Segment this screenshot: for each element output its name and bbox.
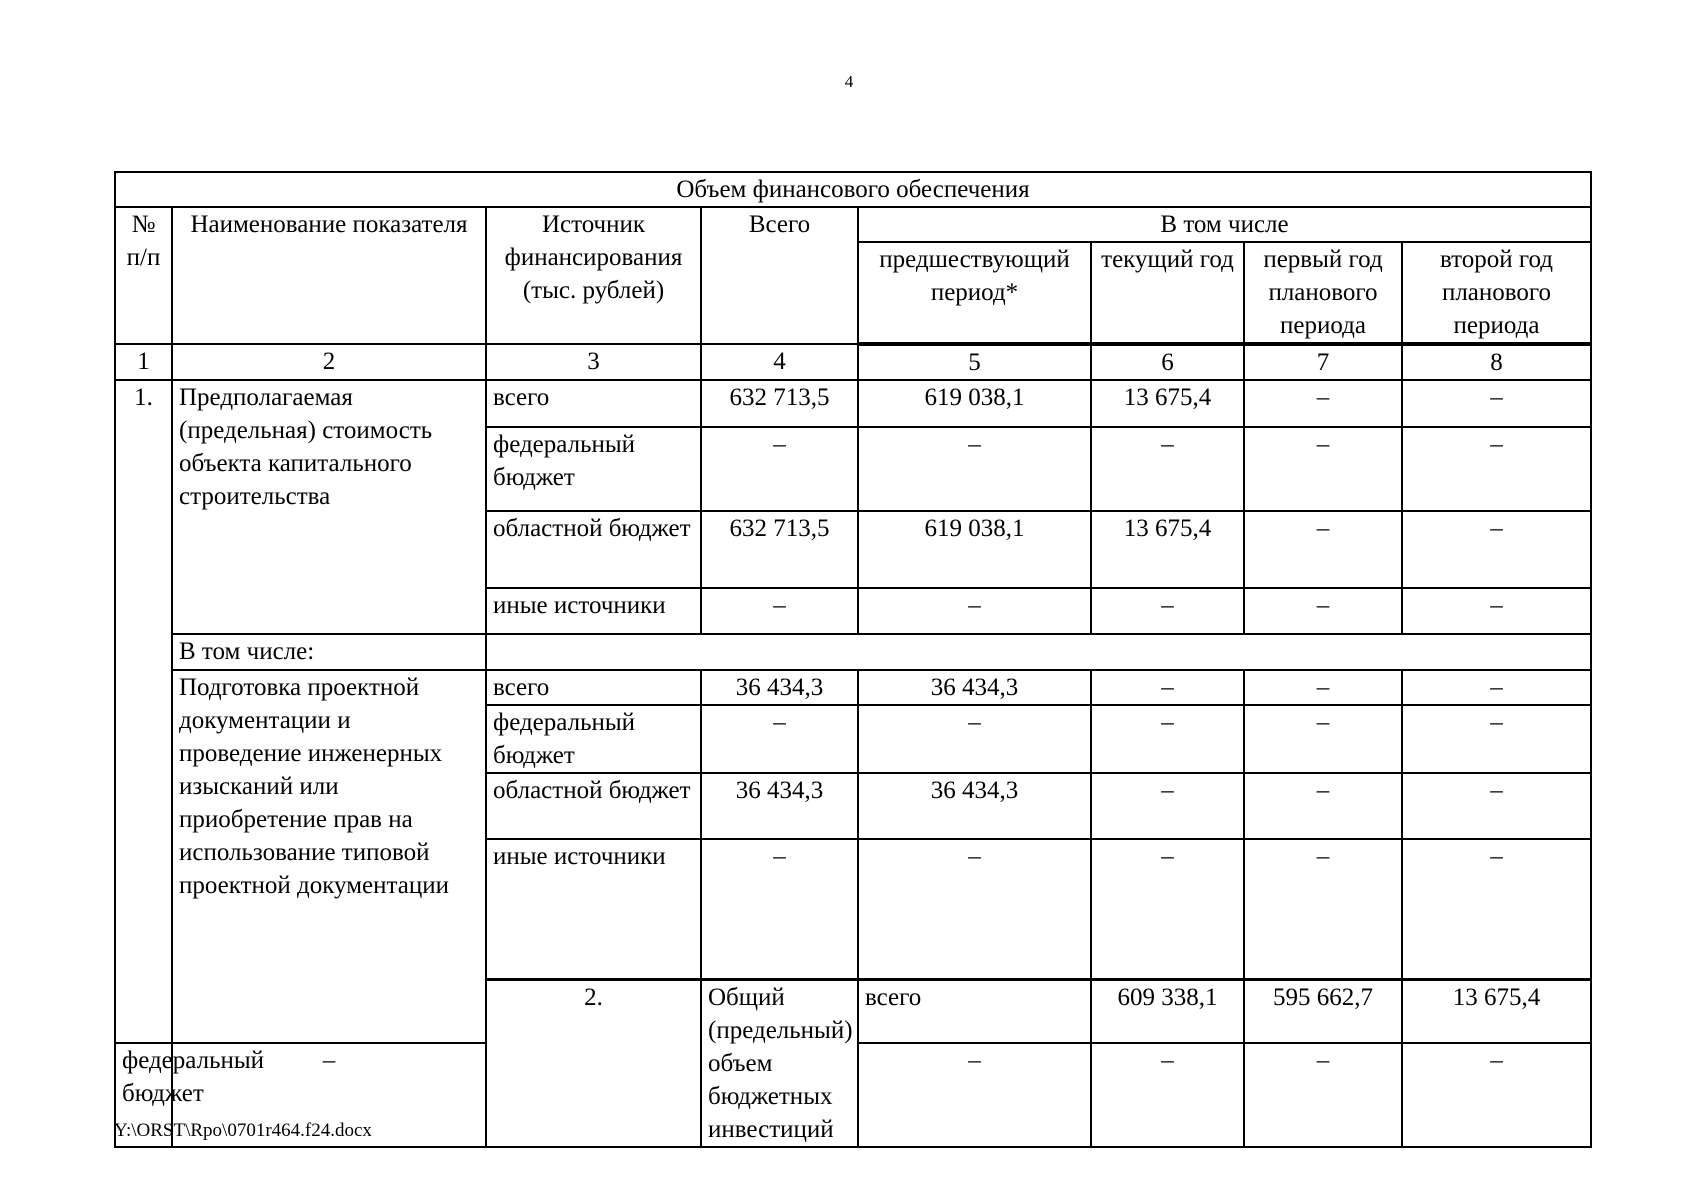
- col-number: 4: [701, 344, 858, 380]
- col-number: 5: [858, 344, 1091, 380]
- value-cell: –: [1244, 427, 1402, 511]
- source-cell: иные источники: [486, 588, 701, 634]
- value-cell: –: [1091, 839, 1244, 979]
- header-prev-period: предшествующий период*: [858, 242, 1091, 344]
- value-cell: –: [1244, 511, 1402, 588]
- including-label: В том числе:: [172, 634, 486, 670]
- footer-file-path: Y:\ORST\Rpo\0701r464.f24.docx: [114, 1120, 372, 1141]
- value-cell: 632 713,5: [701, 511, 858, 588]
- value-cell: 36 434,3: [701, 670, 858, 705]
- value-cell: –: [701, 427, 858, 511]
- col-number: 6: [1091, 344, 1244, 380]
- value-cell: 609 338,1: [1091, 979, 1244, 1043]
- source-cell: областной бюджет: [486, 773, 701, 839]
- col-number: 7: [1244, 344, 1402, 380]
- value-cell: 13 675,4: [1091, 380, 1244, 427]
- value-cell: 13 675,4: [1402, 979, 1591, 1043]
- value-cell: –: [1244, 588, 1402, 634]
- value-cell: –: [858, 427, 1091, 511]
- value-cell: 36 434,3: [858, 773, 1091, 839]
- table-title: Объем финансового обеспечения: [115, 172, 1591, 207]
- value-cell: –: [172, 1043, 486, 1146]
- value-cell: 595 662,7: [1244, 979, 1402, 1043]
- value-cell: 619 038,1: [858, 380, 1091, 427]
- header-num: № п/п: [115, 207, 172, 344]
- header-source: Источник финансирования (тыс. рублей): [486, 207, 701, 344]
- value-cell: –: [858, 588, 1091, 634]
- including-empty-cell: [486, 634, 1591, 670]
- value-cell: 36 434,3: [858, 670, 1091, 705]
- value-cell: –: [1244, 839, 1402, 979]
- value-cell: –: [1091, 588, 1244, 634]
- header-second-plan-year: второй год планового периода: [1402, 242, 1591, 344]
- header-current-year: текущий год: [1091, 242, 1244, 344]
- value-cell: –: [1402, 1043, 1591, 1146]
- value-cell: –: [1402, 427, 1591, 511]
- value-cell: –: [1402, 705, 1591, 773]
- source-cell: всего: [486, 380, 701, 427]
- value-cell: –: [1402, 773, 1591, 839]
- value-cell: –: [858, 839, 1091, 979]
- value-cell: –: [1244, 670, 1402, 705]
- value-cell: –: [1091, 427, 1244, 511]
- header-name: Наименование показателя: [172, 207, 486, 344]
- indicator-name: Предполагаемая (предельная) стоимость объекта капитального строительства: [172, 380, 486, 634]
- value-cell: –: [1091, 1043, 1244, 1146]
- col-number: 2: [172, 344, 486, 380]
- col-number: 8: [1402, 344, 1591, 380]
- row-number: 2.: [486, 979, 701, 1147]
- value-cell: –: [1244, 773, 1402, 839]
- value-cell: –: [1402, 670, 1591, 705]
- value-cell: –: [858, 705, 1091, 773]
- indicator-name: Общий (предельный) объем бюджетных инвестиций: [701, 979, 858, 1147]
- value-cell: –: [701, 588, 858, 634]
- source-cell: иные источники: [486, 839, 701, 979]
- row-number: 1.: [115, 380, 172, 1043]
- value-cell: –: [1091, 773, 1244, 839]
- source-cell: всего: [486, 670, 701, 705]
- source-cell: федеральный бюджет: [486, 705, 701, 773]
- value-cell: –: [1402, 588, 1591, 634]
- source-cell: всего: [858, 979, 1091, 1043]
- value-cell: –: [1402, 511, 1591, 588]
- value-cell: –: [1402, 839, 1591, 979]
- value-cell: 632 713,5: [701, 380, 858, 427]
- value-cell: –: [701, 839, 858, 979]
- value-cell: 36 434,3: [701, 773, 858, 839]
- header-first-plan-year: первый год планового периода: [1244, 242, 1402, 344]
- value-cell: –: [1244, 705, 1402, 773]
- value-cell: –: [1402, 380, 1591, 427]
- value-cell: –: [858, 1043, 1091, 1146]
- header-including: В том числе: [858, 207, 1591, 242]
- source-cell: федеральный бюджет: [486, 427, 701, 511]
- source-cell: областной бюджет: [486, 511, 701, 588]
- value-cell: –: [1244, 380, 1402, 427]
- col-number: 1: [115, 344, 172, 380]
- value-cell: 13 675,4: [1091, 511, 1244, 588]
- page-number: 4: [844, 72, 854, 91]
- value-cell: –: [701, 705, 858, 773]
- header-total: Всего: [701, 207, 858, 344]
- value-cell: –: [1091, 705, 1244, 773]
- financing-table: [114, 171, 1592, 1148]
- value-cell: –: [1091, 670, 1244, 705]
- sub-indicator-name: Подготовка проектной документации и проведение инженерных изысканий или приобретение прав на использование типовой проектной документации: [172, 670, 486, 1043]
- col-number: 3: [486, 344, 701, 380]
- value-cell: 619 038,1: [858, 511, 1091, 588]
- source-cell: федеральный бюджет: [115, 1043, 172, 1146]
- value-cell: –: [1244, 1043, 1402, 1146]
